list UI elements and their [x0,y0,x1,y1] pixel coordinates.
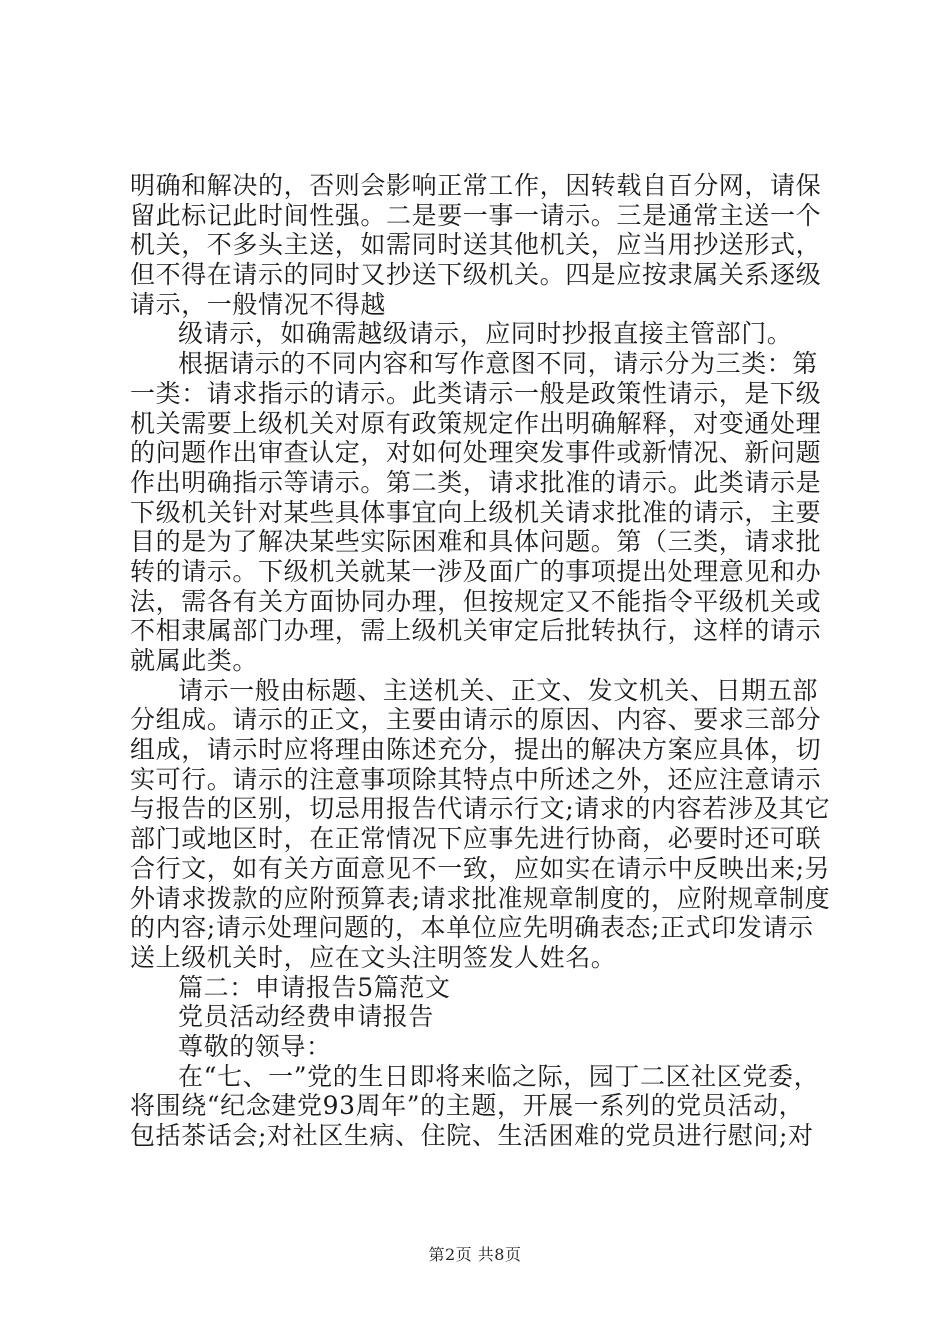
text-line: 不相隶属部门办理，需上级机关审定后批转执行，这样的请示 [130,616,822,646]
text-line: 机关需要上级机关对原有政策规定作出明确解释，对变通处理 [130,408,822,438]
text-line: 就属此类。 [130,646,259,675]
text-line: 下级机关针对某些具体事宜向上级机关请求批准的请示，主要 [130,497,822,527]
text-line: 一类：请求指示的请示。此类请示一般是政策性请示，是下级 [130,378,822,408]
text-line: 合行文，如有关方面意见不一致，应如实在请示中反映出来;另 [130,853,831,883]
text-line: 级请示，如确需越级请示，应同时抄报直接主管部门。 [178,319,793,349]
page-footer: 第2页 共8页 [428,1245,522,1264]
text-line: 在“七、一”党的生日即将来临之际，园丁二区社区党委， [178,1061,820,1091]
text-line: 组成，请示时应将理由陈述充分，提出的解决方案应具体，切 [130,735,822,765]
text-line: 分组成。请示的正文，主要由请示的原因、内容、要求三部分 [130,705,822,735]
text-line: 作出明确指示等请示。第二类，请求批准的请示。此类请示是 [130,467,822,497]
text-line: 转的请示。下级机关就某一涉及面广的事项提出处理意见和办 [130,556,822,586]
text-line: 篇二：申请报告5篇范文 [178,972,451,1002]
text-line: 与报告的区别，切忌用报告代请示行文;请求的内容若涉及其它 [130,794,831,824]
text-line: 机关，不多头主送，如需同时送其他机关，应当用抄送形式， [130,230,822,260]
text-line: 但不得在请示的同时又抄送下级机关。四是应按隶属关系逐级 [130,260,822,290]
text-line: 送上级机关时，应在文头注明签发人姓名。 [130,942,617,972]
text-line: 法，需各有关方面协同办理，但按规定又不能指令平级机关或 [130,586,822,616]
text-line: 的内容;请示处理问题的，本单位应先明确表态;正式印发请示 [130,913,814,943]
text-line: 尊敬的领导： [178,1031,332,1061]
document-body [130,171,830,1151]
text-line: 实可行。请示的注意事项除其特点中所述之外，还应注意请示 [130,764,822,794]
text-line: 包括茶话会;对社区生病、住院、生活困难的党员进行慰问;对 [130,1121,814,1150]
text-line: 请示，一般情况不得越 [130,289,387,319]
text-line: 的问题作出审查认定，对如何处理突发事件或新情况、新问题 [130,438,822,468]
text-line: 党员活动经费申请报告 [178,1002,435,1032]
text-line: 外请求拨款的应附预算表;请求批准规章制度的，应附规章制度 [130,883,831,913]
text-line: 部门或地区时，在正常情况下应事先进行协商，必要时还可联 [130,824,822,854]
text-line: 请示一般由标题、主送机关、正文、发文机关、日期五部 [178,675,819,705]
text-line: 根据请示的不同内容和写作意图不同，请示分为三类：第 [178,349,819,379]
text-line: 留此标记此时间性强。二是要一事一请示。三是通常主送一个 [130,200,822,230]
text-line: 明确和解决的，否则会影响正常工作，因转载自百分网，请保 [130,171,822,200]
text-line: 目的是为了解决某些实际困难和具体问题。第（三类，请求批 [130,527,822,557]
text-line: 将围绕“纪念建党93周年”的主题，开展一系列的党员活动， [130,1091,805,1121]
